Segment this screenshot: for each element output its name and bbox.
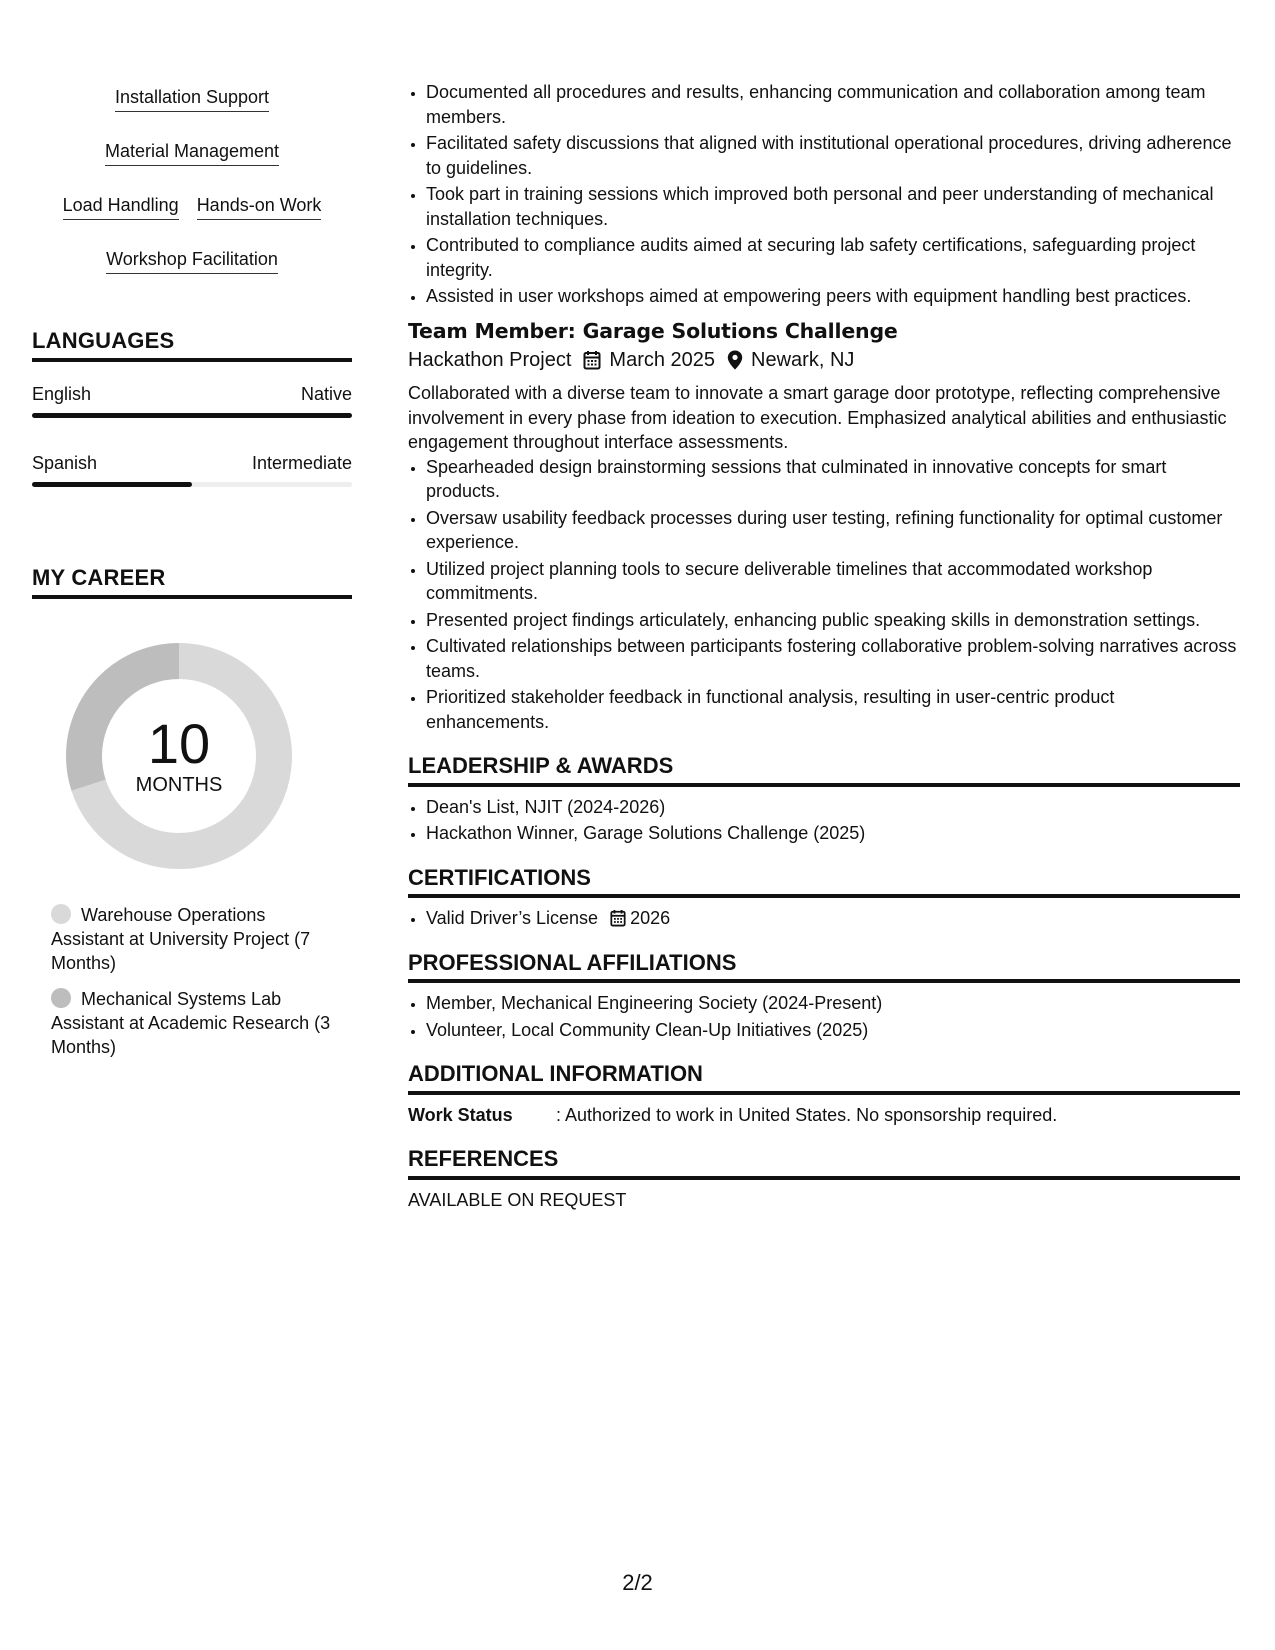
- left-column: [32, 78, 352, 1071]
- language-level: Native: [300, 384, 352, 404]
- calendar-icon: [610, 909, 626, 927]
- work-status-row: [408, 1103, 1240, 1128]
- project-title: Team Member: Garage Solutions Challenge: [408, 318, 898, 343]
- list-item: [426, 906, 1240, 931]
- career-legend: [51, 903, 331, 1059]
- skills-list: [32, 78, 352, 274]
- references-text: AVAILABLE ON REQUEST: [408, 1189, 627, 1210]
- language-row: [32, 451, 352, 487]
- career-legend-item: [51, 903, 331, 975]
- project-date: March 2025: [609, 349, 716, 371]
- location-pin-icon: [727, 350, 743, 370]
- legend-dot: [51, 904, 71, 924]
- additional-info-title: ADDITIONAL INFORMATION: [408, 1062, 1240, 1095]
- list-item: • Member, Mechanical Engineering Society (2024-Present): [426, 991, 1240, 1016]
- language-bar: [32, 413, 352, 418]
- leadership-list: [408, 795, 1240, 846]
- project-meta: [408, 347, 1240, 373]
- language-bar: [32, 482, 352, 487]
- affiliations-title: PROFESSIONAL AFFILIATIONS: [408, 951, 1240, 984]
- language-bar-fill: [32, 482, 192, 487]
- career-legend-item: [51, 987, 331, 1059]
- career-donut: [66, 643, 292, 869]
- list-item: • Hackathon Winner, Garage Solutions Challenge (2025): [426, 821, 1240, 846]
- list-item: • Assisted in user workshops aimed at empowering peers with equipment handling best practices.: [426, 284, 1240, 309]
- career-section: [32, 565, 352, 1059]
- certifications-title: CERTIFICATIONS: [408, 866, 1240, 899]
- list-item: • Utilized project planning tools to secure deliverable timelines that accommodated workshop commitments.: [426, 557, 1240, 606]
- certification-name: • Valid Driver’s License: [426, 908, 599, 928]
- skill-tag: Workshop Facilitation: [106, 248, 278, 274]
- language-name: Spanish: [32, 453, 98, 473]
- career-legend-label: Warehouse Operations Assistant at University Project (7 Months): [51, 905, 311, 973]
- language-bar-fill: [32, 413, 352, 418]
- project-bullets: [408, 455, 1240, 735]
- page-number: 2/2: [622, 1570, 653, 1595]
- legend-dot: [51, 988, 71, 1008]
- list-item: • Cultivated relationships between participants fostering collaborative problem-solving narratives across teams.: [426, 634, 1240, 683]
- certifications-list: [408, 906, 1240, 931]
- certification-year: 2026: [630, 908, 671, 928]
- list-item: • Volunteer, Local Community Clean-Up Initiatives (2025): [426, 1018, 1240, 1043]
- list-item: • Prioritized stakeholder feedback in functional analysis, resulting in user-centric product enhancements.: [426, 685, 1240, 734]
- career-legend-label: Mechanical Systems Lab Assistant at Academic Research (3 Months): [51, 989, 331, 1057]
- list-item: • Dean's List, NJIT (2024-2026): [426, 795, 1240, 820]
- project-type: Hackathon Project: [408, 349, 572, 371]
- list-item: • Contributed to compliance audits aimed at securing lab safety certifications, safeguarding project integrity.: [426, 233, 1240, 282]
- languages-title: LANGUAGES: [32, 328, 352, 362]
- leadership-title: LEADERSHIP & AWARDS: [408, 754, 1240, 787]
- list-item: • Documented all procedures and results, enhancing communication and collaboration among team members.: [426, 80, 1240, 129]
- project-description: Collaborated with a diverse team to innovate a smart garage door prototype, reflecting comprehensive involvement in every phase from ideation to execution. Emphasized analytical abilities and enthusiastic engagement throughout interface assessments.: [408, 383, 1227, 452]
- skill-tag: Hands-on Work: [197, 194, 322, 220]
- skill-tag: Installation Support: [115, 86, 269, 112]
- career-total: 10: [147, 712, 211, 775]
- project-location: Newark, NJ: [751, 349, 855, 371]
- list-item: • Presented project findings articulately, enhancing public speaking skills in demonstration settings.: [426, 608, 1240, 633]
- list-item: • Took part in training sessions which improved both personal and peer understanding of mechanical installation techniques.: [426, 182, 1240, 231]
- work-status-label: Work Status: [408, 1104, 513, 1125]
- list-item: • Spearheaded design brainstorming sessions that culminated in innovative concepts for smart products.: [426, 455, 1240, 504]
- language-row: [32, 382, 352, 418]
- career-unit: MONTHS: [135, 774, 223, 796]
- list-item: • Oversaw usability feedback processes during user testing, refining functionality for optimal customer experience.: [426, 506, 1240, 555]
- right-column: [408, 80, 1240, 1212]
- language-level: Intermediate: [251, 453, 352, 473]
- skill-tag: Load Handling: [63, 194, 179, 220]
- calendar-icon: [583, 350, 601, 370]
- language-name: English: [32, 384, 92, 404]
- list-item: • Facilitated safety discussions that aligned with institutional operational procedures, driving adherence to guidelines.: [426, 131, 1240, 180]
- career-title: MY CAREER: [32, 565, 352, 599]
- skill-tag: Material Management: [105, 140, 279, 166]
- references-title: REFERENCES: [408, 1147, 1240, 1180]
- work-status-value: : Authorized to work in United States. No sponsorship required.: [556, 1104, 1058, 1125]
- experience-bullets: [408, 80, 1240, 309]
- languages-section: [32, 328, 352, 487]
- affiliations-list: [408, 991, 1240, 1042]
